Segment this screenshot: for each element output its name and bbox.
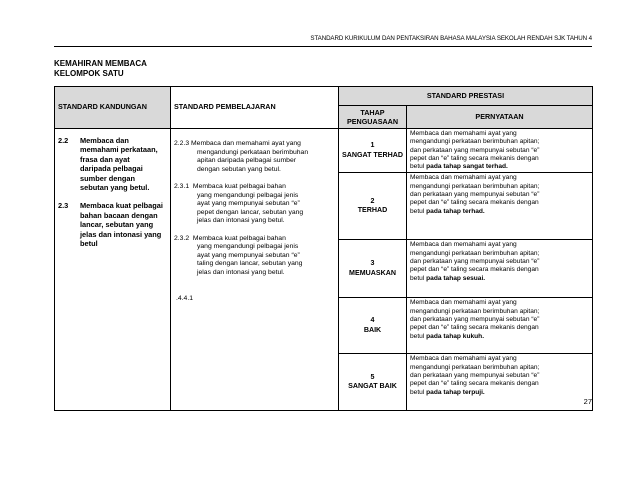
level-3 — [339, 240, 407, 298]
statement-suffix: pada tahap terpuji. — [426, 388, 485, 396]
header-standard-pembelajaran: STANDARD PEMBELAJARAN — [171, 87, 339, 129]
statement-line: dan perkataan yang mempunyai sebutan “e” — [410, 191, 540, 199]
kandungan-line: betul — [80, 239, 98, 249]
pembelajaran-line: Membaca kuat pelbagai bahan — [192, 234, 286, 242]
header-standard-kandungan: STANDARD KANDUNGAN — [55, 87, 171, 129]
standards-table — [54, 86, 593, 411]
pembelajaran-line: jelas dan intonasi yang betul. — [197, 268, 285, 276]
statement-line: mengandungi perkataan berimbuhan apitan; — [410, 307, 540, 315]
statement-last-line — [410, 389, 589, 397]
statement-line: pepet dan “e” taling secara mekanis dengan — [410, 266, 539, 274]
pembelajaran-item — [174, 235, 336, 244]
statement-2 — [407, 173, 593, 240]
kandungan-number: 2.3 — [58, 201, 69, 211]
level-4 — [339, 298, 407, 354]
statement-suffix: pada tahap sesuai. — [426, 274, 486, 282]
statement-line: mengandungi perkataan berimbuhan apitan; — [410, 182, 540, 190]
statement-line: Membaca dan memahami ayat yang — [410, 130, 517, 137]
statement-line: pepet dan “e” taling secara mekanis dengan — [410, 154, 539, 162]
statement-line: pepet dan “e” taling secara mekanis dengan — [410, 199, 539, 207]
statement-line: dan perkataan yang mempunyai sebutan “e” — [410, 316, 540, 324]
section-title — [54, 59, 147, 79]
statement-line: dan perkataan yang mempunyai sebutan “e” — [410, 372, 540, 380]
kandungan-line: daripada pelbagai — [80, 164, 143, 174]
kandungan-line: bahan bacaan dengan — [80, 210, 158, 220]
level-label: TERHAD — [357, 206, 388, 215]
pembelajaran-line: dengan sebutan yang betul. — [197, 165, 281, 173]
kandungan-line: lancar, sebutan yang — [80, 220, 154, 230]
kandungan-text — [80, 136, 158, 192]
pembelajaran-line: apitan daripada pelbagai sumber — [197, 157, 297, 164]
level-number: 2 — [370, 196, 375, 205]
statement-line: mengandungi perkataan berimbuhan apitan; — [410, 138, 540, 146]
pembelajaran-line: ayat yang mempunyai sebutan “e” — [197, 200, 300, 207]
statement-suffix: pada tahap kukuh. — [426, 332, 485, 340]
statement-line: dan perkataan yang mempunyai sebutan “e” — [410, 258, 540, 266]
statement-line: Membaca dan memahami ayat yang — [410, 241, 517, 249]
pembelajaran-item — [174, 140, 336, 149]
header-rule — [54, 46, 592, 47]
header-tahap-line2: PENGUASAAN — [346, 117, 399, 126]
section-title-line2: KELOMPOK SATU — [54, 69, 124, 78]
kandungan-number: 2.2 — [58, 136, 69, 145]
statement-prefix: betul — [410, 332, 427, 340]
level-label: SANGAT BAIK — [348, 382, 397, 391]
level-label: SANGAT TERHAD — [342, 150, 403, 159]
statement-1 — [407, 129, 593, 173]
pembelajaran-cell — [171, 129, 339, 411]
kandungan-line: memahami perkataan, — [80, 145, 158, 155]
level-1 — [339, 129, 407, 173]
level-label: MEMUASKAN — [349, 268, 396, 277]
pembelajaran-line: taling dengan lancar, sebutan yang — [197, 260, 303, 267]
statement-prefix: betul — [410, 163, 427, 171]
section-title-line1: KEMAHIRAN MEMBACA — [54, 59, 147, 68]
statement-3 — [407, 240, 593, 298]
statement-5 — [407, 354, 593, 411]
statement-line: mengandungi perkataan berimbuhan apitan; — [410, 363, 540, 371]
statement-suffix: pada tahap sangat terhad. — [426, 163, 508, 171]
header-pernyataan: PERNYATAAN — [407, 106, 593, 129]
page-number: 27 — [583, 397, 592, 406]
pembelajaran-item — [174, 183, 336, 192]
statement-last-line — [410, 208, 589, 216]
kandungan-line: Membaca dan — [80, 136, 129, 145]
pembelajaran-number: 2.2.3 — [174, 140, 190, 147]
pembelajaran-number: 2.3.2 — [174, 234, 190, 242]
statement-line: Membaca dan memahami ayat yang — [410, 299, 517, 307]
level-number: 4 — [370, 316, 375, 325]
level-number: 5 — [370, 372, 375, 381]
statement-prefix: betul — [410, 274, 427, 282]
pembelajaran-line: mengandungi perkataan berimbuhan — [197, 148, 309, 156]
running-header: STANDARD KURIKULUM DAN PENTAKSIRAN BAHASA MALAYSIA SEKOLAH RENDAH SJK TAHUN 4 — [310, 35, 592, 42]
statement-last-line — [410, 333, 589, 341]
statement-line: pepet dan “e” taling secara mekanis dengan — [410, 324, 539, 332]
pembelajaran-line: pepet dengan lancar, sebutan yang — [197, 208, 304, 216]
kandungan-cell — [55, 129, 171, 411]
statement-line: dan perkataan yang mempunyai sebutan “e” — [410, 146, 540, 154]
level-number: 1 — [370, 141, 375, 150]
statement-4 — [407, 298, 593, 354]
pembelajaran-line: yang mengandungi pelbagai jenis — [197, 191, 299, 199]
kandungan-text — [80, 201, 163, 248]
pembelajaran-line: Membaca dan memahami ayat yang — [191, 140, 301, 147]
statement-line: Membaca dan memahami ayat yang — [410, 174, 517, 182]
statement-suffix: pada tahap terhad. — [426, 207, 485, 215]
statement-prefix: betul — [410, 207, 427, 215]
level-2 — [339, 173, 407, 240]
statement-line: mengandungi perkataan berimbuhan apitan; — [410, 249, 540, 257]
statement-last-line — [410, 275, 589, 283]
header-tahap-line1: TAHAP — [360, 108, 385, 117]
kandungan-line: frasa dan ayat — [80, 154, 130, 164]
statement-line: Membaca dan memahami ayat yang — [410, 355, 517, 363]
kandungan-line: jelas dan intonasi yang — [80, 229, 162, 239]
kandungan-line: Membaca kuat pelbagai — [80, 201, 163, 211]
pembelajaran-item — [174, 295, 336, 304]
kandungan-item — [58, 136, 168, 192]
kandungan-line: sebutan yang betul. — [80, 183, 150, 193]
kandungan-item — [58, 201, 168, 248]
level-number: 3 — [370, 259, 375, 268]
header-standard-prestasi: STANDARD PRESTASI — [339, 87, 593, 106]
pembelajaran-line: yang mengandungi pelbagai jenis — [197, 243, 299, 250]
pembelajaran-number: .4.4.1 — [176, 295, 194, 302]
pembelajaran-line: Membaca kuat pelbagai bahan — [192, 183, 286, 190]
level-label: BAIK — [363, 325, 382, 334]
statement-prefix: betul — [410, 388, 427, 396]
pembelajaran-line: jelas dan intonasi yang betul. — [197, 217, 285, 224]
level-5 — [339, 354, 407, 411]
statement-last-line — [410, 163, 589, 171]
header-tahap-penguasaan — [339, 106, 407, 129]
pembelajaran-line: ayat yang mempunyai sebutan “e” — [197, 251, 300, 259]
statement-line: pepet dan “e” taling secara mekanis dengan — [410, 380, 539, 388]
pembelajaran-number: 2.3.1 — [174, 183, 190, 190]
kandungan-line: sumber dengan — [80, 173, 136, 183]
